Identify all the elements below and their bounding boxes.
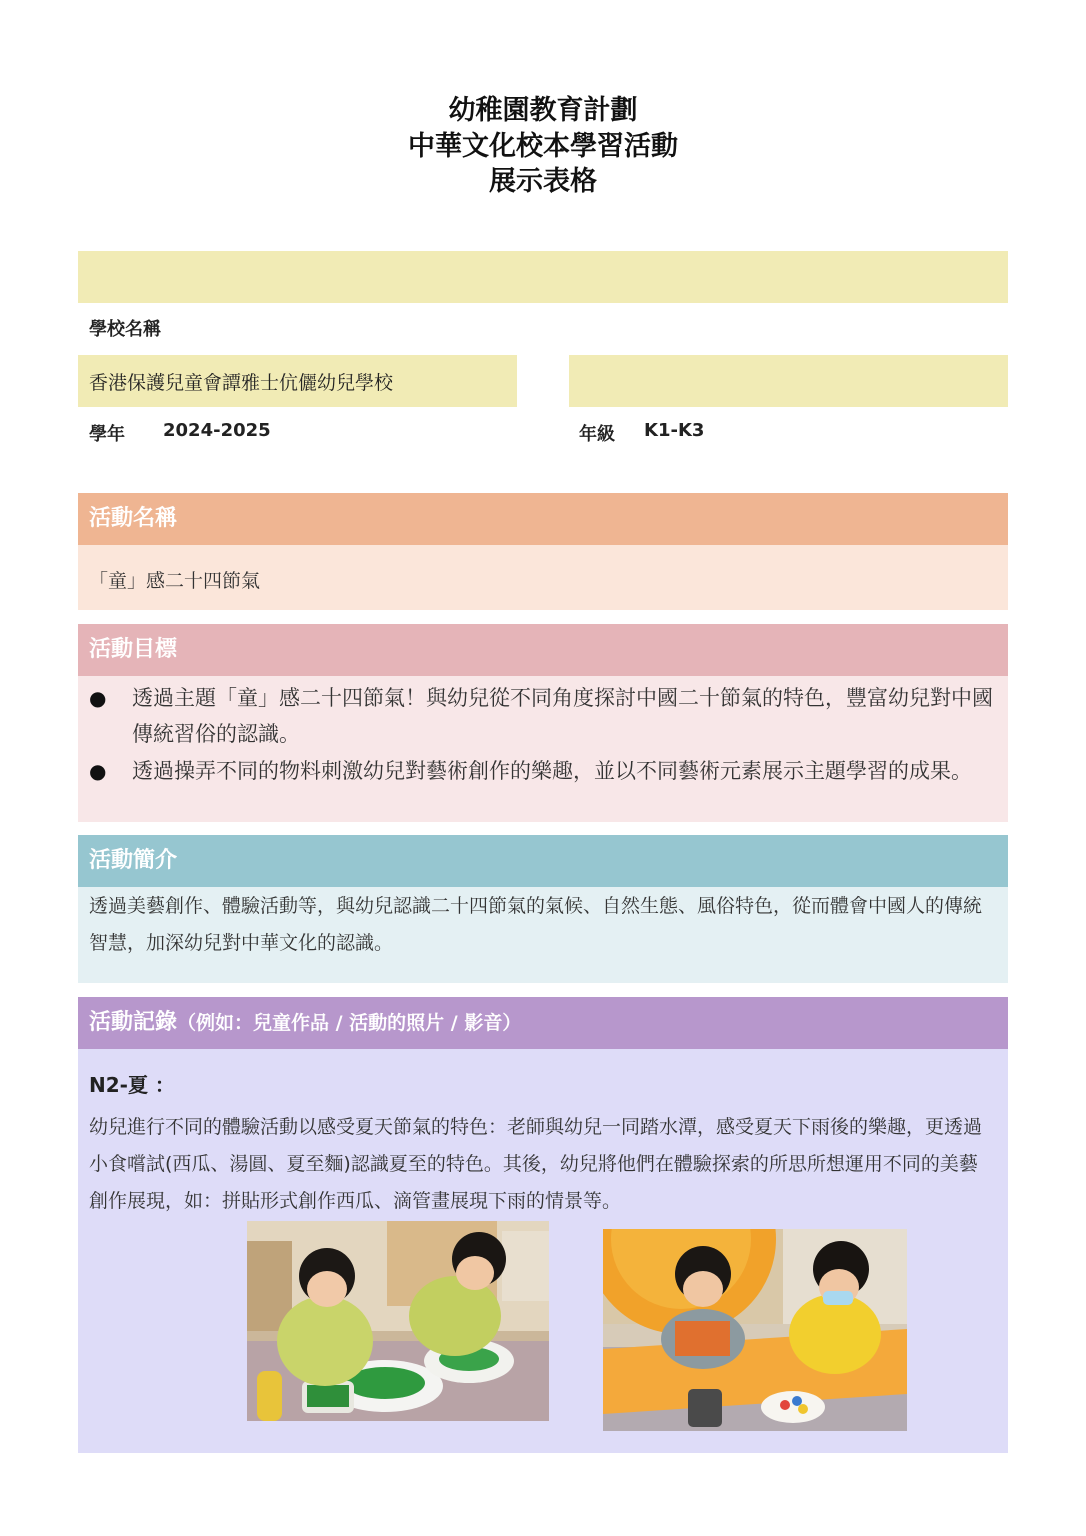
records-text: 幼兒進行不同的體驗活動以感受夏天節氣的特色：老師與幼兒一同踏水潭，感受夏天下雨後的樂趣，更透過小食嚐試(西瓜、湯圓、夏至麵)認識夏至的特色。其後，幼兒將他們在體驗探索的所思所想運用不同的美藝創作展現，如：拼貼形式創作西瓜、滴管畫展現下雨的情景等。 <box>89 1116 983 1212</box>
records-body <box>78 1049 1008 1453</box>
year-value: 2024-2025 <box>163 420 271 441</box>
intro-heading <box>78 835 1008 887</box>
activity-name-heading <box>78 493 1008 545</box>
records-heading-text: 活動記錄 <box>89 1010 178 1035</box>
records-subtitle: N2-夏 ： <box>89 1073 175 1097</box>
records-heading <box>78 997 1008 1049</box>
year-label: 學年 <box>89 424 125 445</box>
grade-label: 年級 <box>579 424 615 445</box>
intro-text: 透過美藝創作、體驗活動等，與幼兒認識二十四節氣的氣候、自然生態、風俗特色，從而體會中國人的傳統智慧，加深幼兒對中華文化的認識。 <box>89 895 983 954</box>
objectives-heading <box>78 624 1008 676</box>
doc-title-line1: 幼稚園教育計劃 <box>448 95 638 126</box>
objective-item-2: 透過操弄不同的物料刺激幼兒對藝術創作的樂趣，並以不同藝術元素展示主題學習的成果。 <box>132 759 972 783</box>
objective-bullet-2: ● <box>89 759 107 783</box>
objectives-heading-text: 活動目標 <box>89 637 178 662</box>
school-label: 學校名稱 <box>89 319 161 340</box>
activity-photo-painting <box>247 1221 549 1421</box>
school-name-value: 香港保護兒童會譚雅士伉儷幼兒學校 <box>89 372 394 394</box>
activity-photo-crafts <box>603 1229 907 1431</box>
records-heading-note: （例如：兒童作品 / 活動的照片 / 影音） <box>177 1012 522 1034</box>
objective-bullet-1: ● <box>89 686 107 710</box>
doc-title-line2: 中華文化校本學習活動 <box>408 131 678 162</box>
activity-name-body <box>78 545 1008 610</box>
activity-name-value: 「童」感二十四節氣 <box>89 570 261 592</box>
blank-yellow-bar <box>78 251 1008 303</box>
intro-heading-text: 活動簡介 <box>89 848 178 873</box>
grade-value: K1-K3 <box>644 420 705 441</box>
objective-item-1: 透過主題「童」感二十四節氣！與幼兒從不同角度探討中國二十節氣的特色，豐富幼兒對中國傳統習俗的認識。 <box>132 686 993 746</box>
intro-body <box>78 887 1008 983</box>
activity-name-heading-text: 活動名稱 <box>89 506 178 531</box>
school-side-field <box>569 355 1008 407</box>
school-name-field <box>78 355 517 407</box>
objectives-body <box>78 676 1008 822</box>
doc-title-line3: 展示表格 <box>489 166 597 197</box>
